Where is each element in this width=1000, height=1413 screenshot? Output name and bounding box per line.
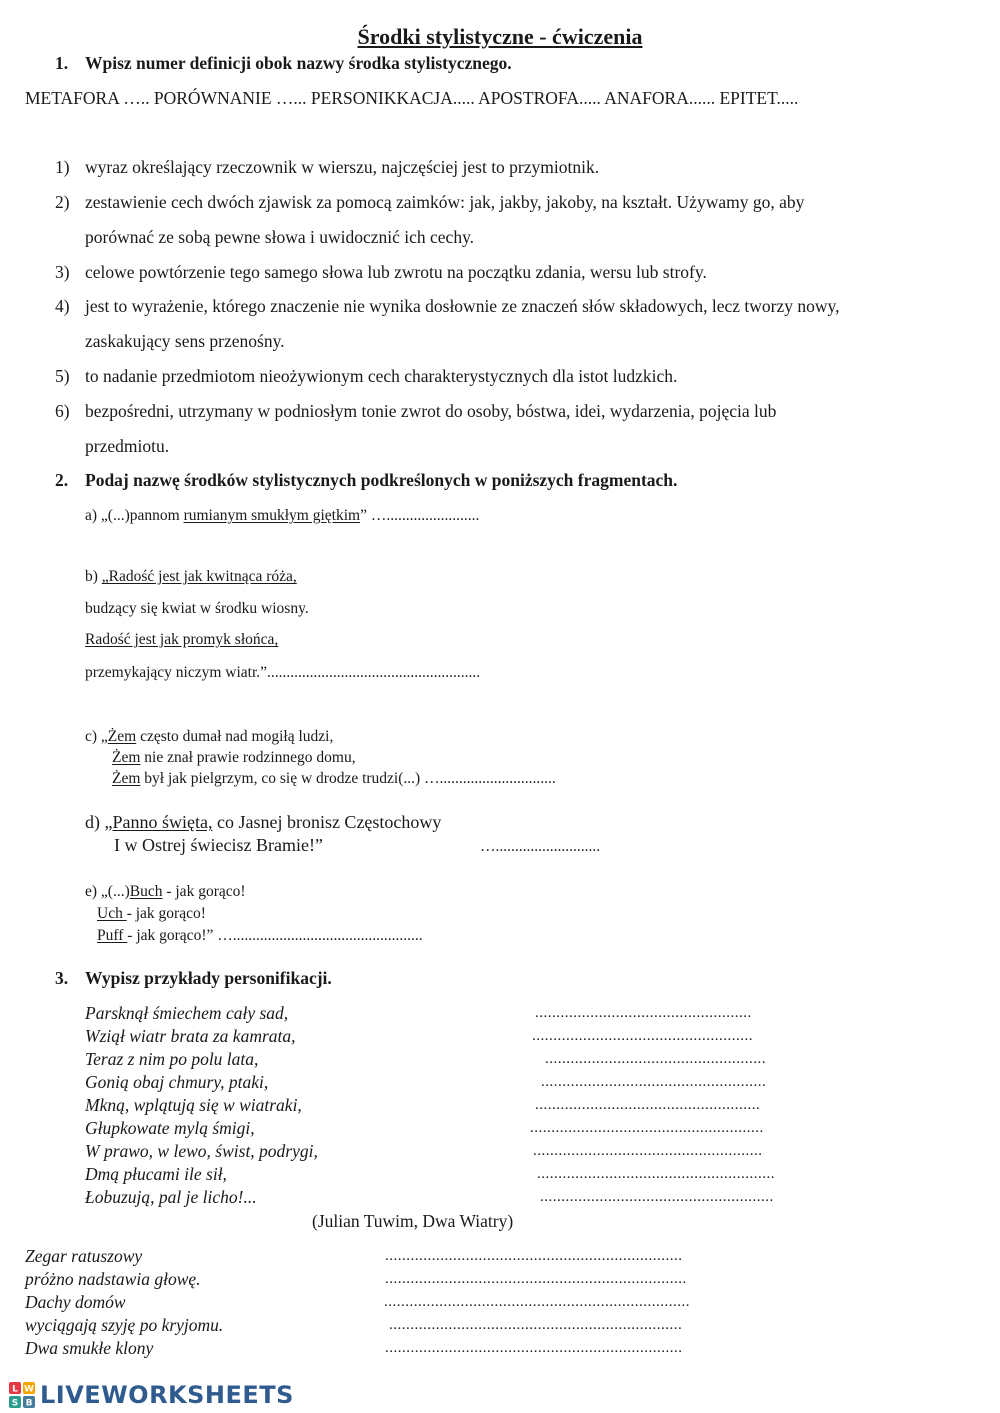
fragment-label: e) „(...) [85, 883, 130, 900]
answer-blank[interactable]: ................................................... [535, 1005, 752, 1021]
definition-text: zestawienie cech dwóch zjawisk za pomocą zaimków: jak, jakby, jakoby, na kształt. Używamy go, aby [85, 192, 805, 212]
poem-line: próżno nadstawia głowę. [25, 1269, 201, 1289]
poem-line: Parsknął śmiechem cały sad, [85, 1003, 289, 1023]
task1-number: 1. [55, 53, 69, 73]
fragment-label: b) [85, 568, 102, 585]
answer-blank[interactable]: .................................................... [532, 1028, 753, 1044]
logo-text: LIVEWORKSHEETS [40, 1381, 294, 1409]
definition-text: wyraz określający rzeczownik w wierszu, najczęściej jest to przymiotnik. [85, 157, 600, 177]
definition-text: bezpośredni, utrzymany w podniosłym tonie zwrot do osoby, bóstwa, idei, wydarzenia, pojęcia lub [85, 401, 777, 421]
definition-number: 6) [55, 401, 70, 421]
definition-text: porównać ze sobą pewne słowa i uwidocznić ich cechy. [85, 227, 475, 247]
task3-number: 3. [55, 968, 69, 988]
underlined-word: Żem [112, 770, 141, 787]
answer-blank[interactable]: ..................................................... [541, 1074, 767, 1090]
poem-line: Mkną, wplątują się w wiatraki, [85, 1095, 302, 1115]
definition-number: 1) [55, 157, 70, 177]
fragment-b-line1 [85, 568, 297, 586]
poem-line: Wziął wiatr brata za kamrata, [85, 1026, 296, 1046]
answer-blank[interactable]: ........................................................ [537, 1166, 775, 1182]
poem-line: Dmą płucami ile sił, [85, 1164, 227, 1184]
definition-number: 5) [55, 366, 70, 386]
fragment-e-line3 [97, 927, 423, 945]
definition-number: 4) [55, 296, 70, 316]
underlined-word: Buch [129, 883, 163, 900]
fragment-text: co Jasnej bronisz Częstochowy [212, 812, 442, 832]
underlined-word: Żem [107, 728, 137, 745]
poem-line: Teraz z nim po polu lata, [85, 1049, 259, 1069]
task3-heading: Wypisz przykłady personifikacji. [85, 968, 332, 988]
definition-text: jest to wyrażenie, którego znaczenie nie wynika dosłownie ze znaczeń słów składowych, lecz tworzy nowy, [85, 296, 840, 316]
task1-heading: Wpisz numer definicji obok nazwy środka stylistycznego. [85, 53, 512, 73]
fragment-d-line2: I w Ostrej świecisz Bramie!” [114, 835, 323, 855]
poem-attribution: (Julian Tuwim, Dwa Wiatry) [312, 1211, 514, 1231]
answer-blank[interactable]: ...................................................................... [385, 1340, 683, 1356]
terms-line: METAFORA ….. PORÓWNANIE …... PERSONIKKACJA..... APOSTROFA..... ANAFORA...... EPITET..... [25, 88, 799, 108]
fragment-text: nie znał prawie rodzinnego domu, [140, 749, 356, 766]
fragment-c-line2 [112, 749, 356, 767]
answer-blank[interactable]: ” …........................ [360, 507, 480, 524]
answer-blank[interactable]: ....................................................... [540, 1189, 774, 1205]
definition-text: zaskakujący sens przenośny. [85, 331, 285, 351]
definition-text: to nadanie przedmiotom nieożywionym cech charakterystycznych dla istot ludzkich. [85, 366, 678, 386]
fragment-b-line2: budzący się kwiat w środku wiosny. [85, 600, 309, 617]
underlined-phrase: Panno święta, [112, 812, 213, 832]
answer-blank[interactable]: był jak pielgrzym, co się w drodze trudzi(...) ….............................. [140, 770, 556, 787]
fragment-c-line3 [112, 770, 556, 788]
poem-line: Dachy domów [25, 1292, 126, 1312]
underlined-word: Żem [112, 749, 141, 766]
poem-line: Dwa smukłe klony [25, 1338, 154, 1358]
poem-line: W prawo, w lewo, świst, podrygi, [85, 1141, 318, 1161]
poem-line: Zegar ratuszowy [25, 1246, 143, 1266]
underlined-word: Uch [97, 905, 127, 922]
fragment-label: d) „ [85, 812, 113, 832]
answer-blank[interactable]: - jak gorąco!” …................................................. [127, 927, 423, 944]
fragment-text: - jak gorąco! [162, 883, 246, 900]
poem-line: Gonią obaj chmury, ptaki, [85, 1072, 269, 1092]
logo-icon [8, 1381, 38, 1409]
task2-number: 2. [55, 470, 69, 490]
underlined-phrase: „Radość jest jak kwitnąca róża, [101, 568, 297, 585]
logo-letter: W [24, 1384, 34, 1395]
logo-letter: B [25, 1398, 33, 1409]
underlined-phrase: rumianym smukłym giętkim [183, 507, 361, 524]
fragment-a [85, 507, 479, 525]
logo-letter: S [11, 1398, 19, 1409]
poem-line: Głupkowate mylą śmigi, [85, 1118, 255, 1138]
answer-blank[interactable]: ...................................................................... [385, 1248, 683, 1264]
fragment-c-line1 [85, 728, 333, 746]
definition-number: 2) [55, 192, 70, 212]
fragment-e-line2 [97, 905, 206, 923]
task2-heading: Podaj nazwę środków stylistycznych podkreślonych w poniższych fragmentach. [85, 470, 678, 490]
poem-line: wyciągają szyję po kryjomu. [25, 1315, 224, 1335]
fragment-e-line1 [85, 883, 246, 901]
answer-blank[interactable]: ...................................................... [533, 1143, 763, 1159]
fragment-b-line4[interactable]: przemykający niczym wiatr.”....................................................... [85, 664, 481, 681]
answer-blank[interactable]: ........................................................................ [384, 1294, 690, 1310]
answer-blank[interactable]: ....................................................................... [385, 1271, 687, 1287]
fragment-d-line1 [85, 812, 441, 833]
definition-number: 3) [55, 262, 70, 282]
definition-text: przedmiotu. [85, 436, 170, 456]
answer-blank[interactable]: .................................................... [545, 1051, 766, 1067]
fragment-text: - jak gorąco! [126, 905, 206, 922]
answer-blank[interactable]: ....................................................... [530, 1120, 764, 1136]
liveworksheets-logo[interactable] [8, 1381, 294, 1409]
underlined-word: Puff [97, 927, 128, 944]
fragment-text: a) „(...)pannom [85, 507, 184, 524]
answer-blank[interactable]: …........................... [480, 838, 601, 855]
answer-blank[interactable]: ..................................................................... [389, 1317, 683, 1333]
logo-letter: L [12, 1384, 18, 1395]
fragment-label: c) „ [85, 728, 108, 745]
fragment-text: często dumał nad mogiłą ludzi, [136, 728, 334, 745]
fragment-b-line3: Radość jest jak promyk słońca, [85, 631, 279, 648]
poem-line: Łobuzują, pal je licho!... [85, 1187, 257, 1207]
page-title: Środki stylistyczne - ćwiczenia [357, 24, 643, 49]
answer-blank[interactable]: ..................................................... [535, 1097, 761, 1113]
definition-text: celowe powtórzenie tego samego słowa lub zwrotu na początku zdania, wersu lub strofy. [85, 262, 707, 282]
